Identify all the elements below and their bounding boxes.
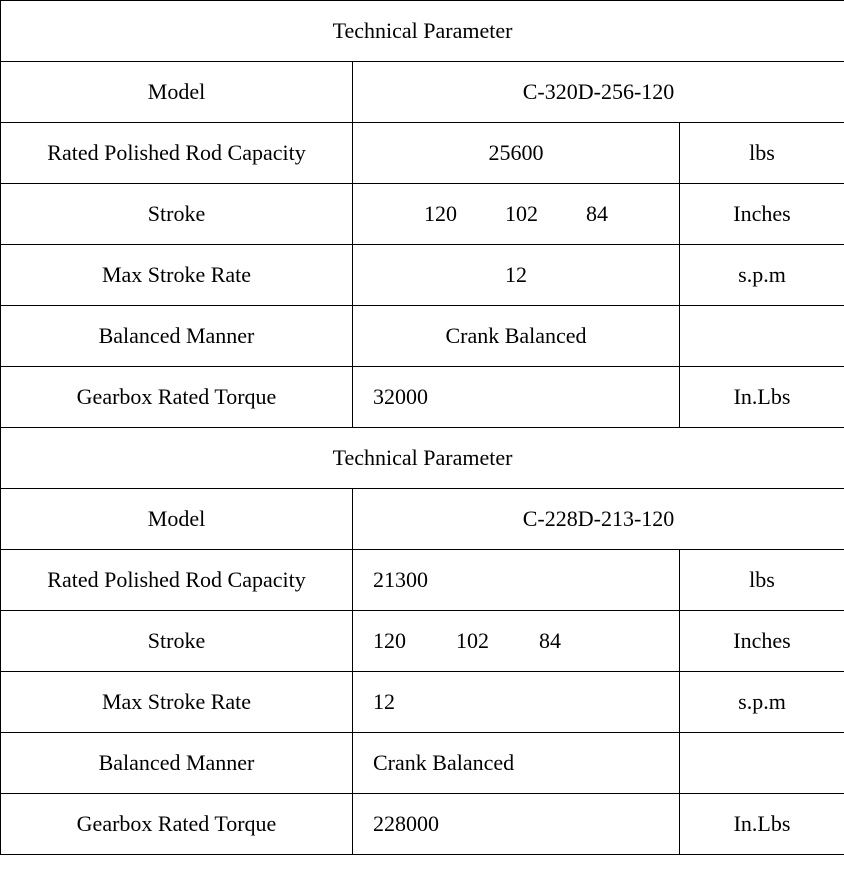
- torque-value: 228000: [353, 794, 680, 855]
- torque-label: Gearbox Rated Torque: [1, 794, 353, 855]
- torque-unit: In.Lbs: [680, 367, 844, 428]
- stroke-row: [1, 611, 844, 672]
- model-row: [1, 62, 844, 123]
- torque-label: Gearbox Rated Torque: [1, 367, 353, 428]
- stroke-rate-value: 12: [353, 245, 680, 306]
- model-value: C-320D-256-120: [353, 62, 844, 123]
- stroke-rate-label: Max Stroke Rate: [1, 245, 353, 306]
- capacity-value: 25600: [353, 123, 680, 184]
- stroke-rate-value: 12: [353, 672, 680, 733]
- balance-value: Crank Balanced: [353, 733, 680, 794]
- section-title-row: [1, 428, 844, 489]
- balance-row: [1, 733, 844, 794]
- stroke-label: Stroke: [1, 184, 353, 245]
- stroke-value: 84: [586, 201, 608, 226]
- model-label: Model: [1, 489, 353, 550]
- capacity-label: Rated Polished Rod Capacity: [1, 123, 353, 184]
- balance-label: Balanced Manner: [1, 733, 353, 794]
- capacity-row: [1, 550, 844, 611]
- capacity-label: Rated Polished Rod Capacity: [1, 550, 353, 611]
- stroke-values: [353, 184, 680, 245]
- torque-value: 32000: [353, 367, 680, 428]
- model-value: C-228D-213-120: [353, 489, 844, 550]
- stroke-rate-label: Max Stroke Rate: [1, 672, 353, 733]
- stroke-rate-row: [1, 245, 844, 306]
- stroke-row: [1, 184, 844, 245]
- stroke-value: 120: [424, 201, 457, 226]
- stroke-value: 102: [505, 201, 538, 226]
- section-title-row: [1, 1, 844, 62]
- capacity-row: [1, 123, 844, 184]
- capacity-value: 21300: [353, 550, 680, 611]
- stroke-unit: Inches: [680, 611, 844, 672]
- section-title: Technical Parameter: [1, 428, 844, 489]
- balance-row: [1, 306, 844, 367]
- stroke-value: 102: [456, 628, 489, 653]
- stroke-rate-unit: s.p.m: [680, 245, 844, 306]
- balance-value: Crank Balanced: [353, 306, 680, 367]
- balance-unit: [680, 733, 844, 794]
- stroke-values: [353, 611, 680, 672]
- stroke-label: Stroke: [1, 611, 353, 672]
- stroke-value: 120: [373, 628, 406, 653]
- torque-unit: In.Lbs: [680, 794, 844, 855]
- model-label: Model: [1, 62, 353, 123]
- stroke-rate-row: [1, 672, 844, 733]
- capacity-unit: lbs: [680, 550, 844, 611]
- torque-row: [1, 367, 844, 428]
- balance-unit: [680, 306, 844, 367]
- torque-row: [1, 794, 844, 855]
- model-row: [1, 489, 844, 550]
- capacity-unit: lbs: [680, 123, 844, 184]
- balance-label: Balanced Manner: [1, 306, 353, 367]
- stroke-rate-unit: s.p.m: [680, 672, 844, 733]
- section-title: Technical Parameter: [1, 1, 844, 62]
- stroke-value: 84: [539, 628, 561, 653]
- stroke-unit: Inches: [680, 184, 844, 245]
